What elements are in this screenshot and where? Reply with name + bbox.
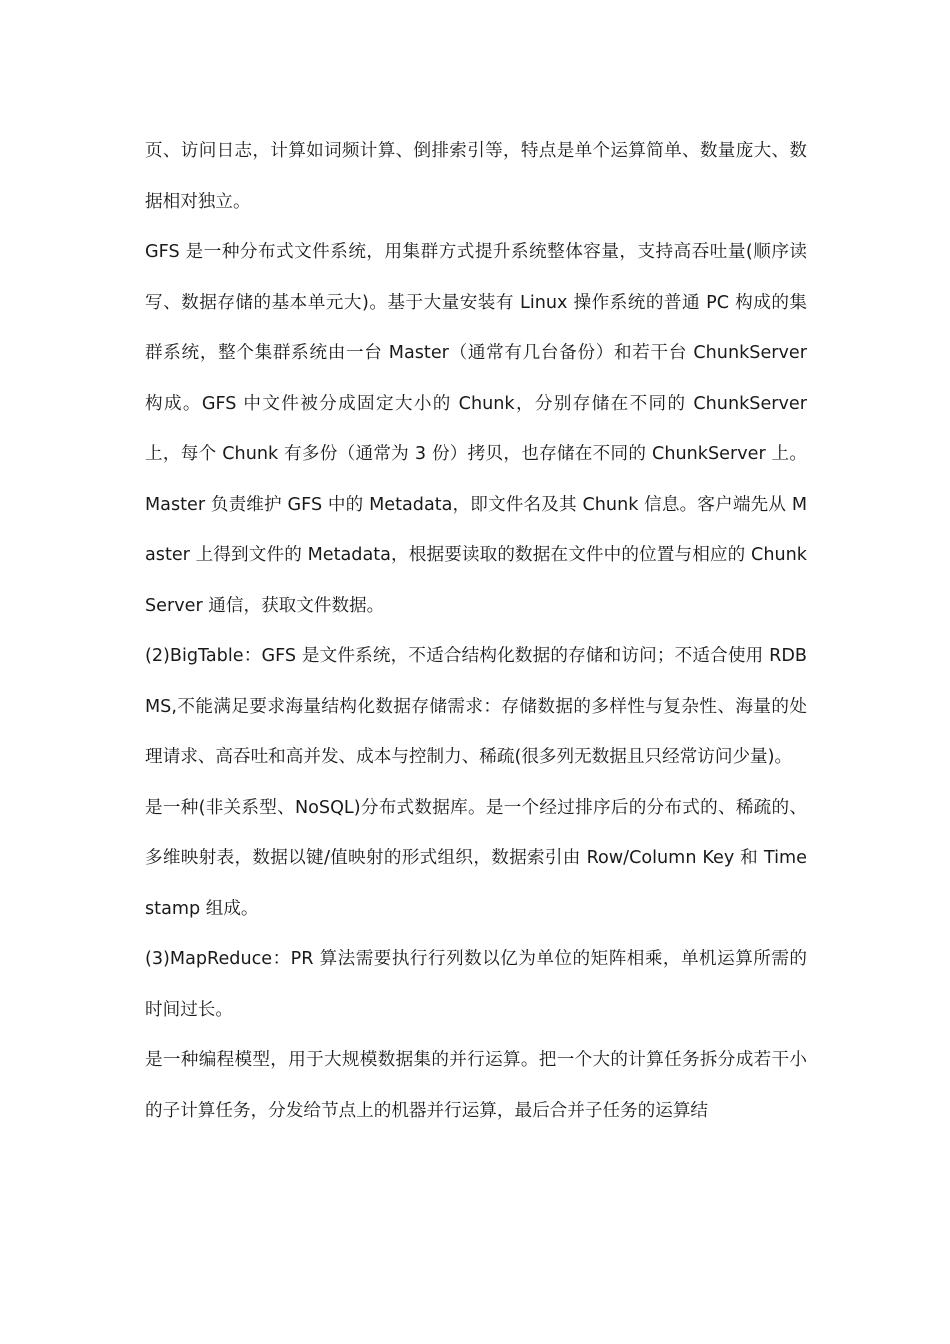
paragraph-6: 是一种编程模型，用于大规模数据集的并行运算。把一个大的计算任务拆分成若干小的子计算任务，分发给节点上的机器并行运算，最后合并子任务的运算结 — [145, 1050, 807, 1121]
paragraph-2: GFS 是一种分布式文件系统，用集群方式提升系统整体容量，支持高吞吐量(顺序读写、数据存储的基本单元大)。基于大量安装有 Linux 操作系统的普通 PC 构成的集群系统，整个集群系统由一台 Master（通常有几台备份）和若干台 ChunkServer 构成。GFS 中文件被分成固定大小的 Chunk，分别存储在不同的 ChunkServer 上，每个 Chunk 有多份（通常为 3 份）拷贝，也存储在不同的 ChunkServer 上。Master 负责维护 GFS 中的 Metadata，即文件名及其 Chunk 信息。客户端先从 Master 上得到文件的 Metadata，根据要读取的数据在文件中的位置与相应的 ChunkServer 通信，获取文件数据。 — [145, 242, 807, 616]
paragraph-4: 是一种(非关系型、NoSQL)分布式数据库。是一个经过排序后的分布式的、稀疏的、多维映射表，数据以键/值映射的形式组织，数据索引由 Row/Column Key 和 Timestamp 组成。 — [145, 797, 807, 919]
paragraph-5: (3)MapReduce：PR 算法需要执行行列数以亿为单位的矩阵相乘，单机运算所需的时间过长。 — [145, 949, 807, 1020]
document-body — [145, 126, 807, 1136]
paragraph-1: 页、访问日志，计算如词频计算、倒排索引等，特点是单个运算简单、数量庞大、数据相对独立。 — [145, 141, 807, 212]
paragraph-3: (2)BigTable：GFS 是文件系统，不适合结构化数据的存储和访问；不适合使用 RDBMS,不能满足要求海量结构化数据存储需求：存储数据的多样性与复杂性、海量的处理请求、高吞吐和高并发、成本与控制力、稀疏(很多列无数据且只经常访问少量)。 — [145, 646, 807, 767]
